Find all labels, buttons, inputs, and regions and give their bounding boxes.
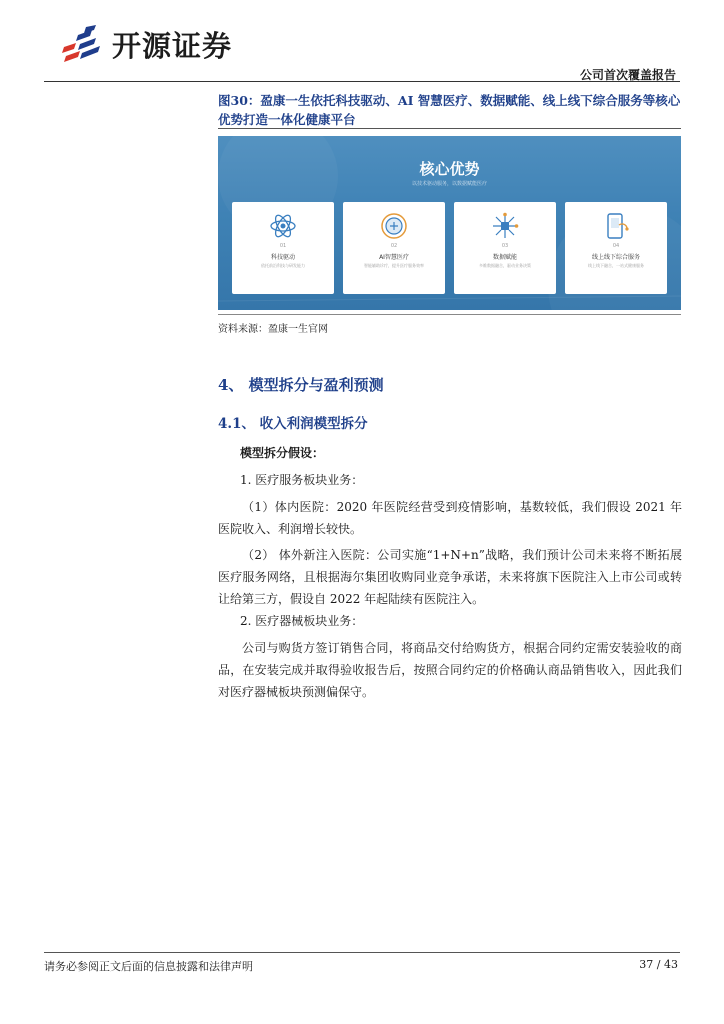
- card-description: 依托前沿科技与研发能力: [261, 263, 305, 268]
- banner-title: 核心优势: [419, 160, 480, 178]
- item2-paragraph-1: 公司与购货方签订销售合同，将商品交付给购货方，根据合同约定需安装验收的商品，在安装完成并取得验收报告后，按照合同约定的价格确认商品销售收入，因此我们对医疗器械板块预测偏保守。: [218, 641, 682, 699]
- data-network-icon: [491, 212, 519, 240]
- figure-bottom-rule: [218, 314, 681, 315]
- card-number: 01: [279, 243, 287, 249]
- report-type: 公司首次覆盖报告: [579, 68, 676, 82]
- card-number: 02: [390, 243, 398, 249]
- figure-top-rule: [218, 128, 681, 129]
- online-service-icon: [602, 212, 630, 240]
- card-name: 科技驱动: [270, 254, 295, 261]
- card-number: 04: [612, 243, 620, 249]
- figure-title: 图30：盈康一生依托科技驱动、AI 智慧医疗、数据赋能、线上线下综合服务等核心优势打造一体化健康平台: [218, 93, 681, 127]
- subsection-heading: 4.1、 收入利润模型拆分: [218, 416, 368, 432]
- assumption-title: 模型拆分假设：: [240, 446, 325, 460]
- item1-title: 1. 医疗服务板块业务：: [240, 473, 364, 487]
- footer-disclaimer: 请务必参阅正文后面的信息披露和法律声明: [44, 960, 253, 973]
- item1-paragraph-1: （1）体内医院：2020 年医院经营受到疫情影响，基数较低，我们假设 2021 年医院收入、利润增长较快。: [218, 500, 682, 536]
- card-name: 数据赋能: [492, 254, 517, 261]
- page-number: 37 / 43: [639, 958, 678, 971]
- brand-logo: [62, 24, 232, 65]
- item2-title: 2. 医疗器械板块业务：: [240, 614, 364, 628]
- header-divider: [44, 81, 680, 82]
- advantage-card-data: [454, 202, 556, 294]
- card-description: 智能辅助诊疗，提升医疗服务效率: [364, 263, 424, 268]
- logo-mark-icon: [62, 25, 106, 65]
- item1-paragraph-2: （2） 体外新注入医院：公司实施“1+N+n”战略，我们预计公司未来将不断拓展医疗服务网络，且根据海尔集团收购同业竞争承诺，未来将旗下医院注入上市公司或转让给第三方，假设自 2022 年起陆续有医院注入。: [218, 548, 682, 606]
- advantage-card-ai: [343, 202, 445, 294]
- banner-subtitle: 以技术驱动服务，以数据赋能医疗: [411, 181, 487, 187]
- advantage-card-tech: [232, 202, 334, 294]
- atom-icon: [269, 212, 297, 240]
- core-advantages-banner: [218, 136, 681, 310]
- card-number: 03: [501, 243, 509, 249]
- card-description: 线上线下融合，一站式健康服务: [588, 263, 644, 268]
- card-name: 线上线下综合服务: [591, 254, 640, 261]
- brand-name: 开源证券: [112, 29, 233, 63]
- card-description: 多维数据融合，驱动业务决策: [479, 263, 531, 268]
- footer-divider: [44, 952, 680, 953]
- ai-brain-icon: [380, 212, 408, 240]
- figure-source: 资料来源：盈康一生官网: [218, 324, 328, 335]
- section-heading: 4、 模型拆分与盈利预测: [218, 376, 384, 394]
- advantage-card-service: [565, 202, 667, 294]
- card-name: AI智慧医疗: [379, 254, 409, 261]
